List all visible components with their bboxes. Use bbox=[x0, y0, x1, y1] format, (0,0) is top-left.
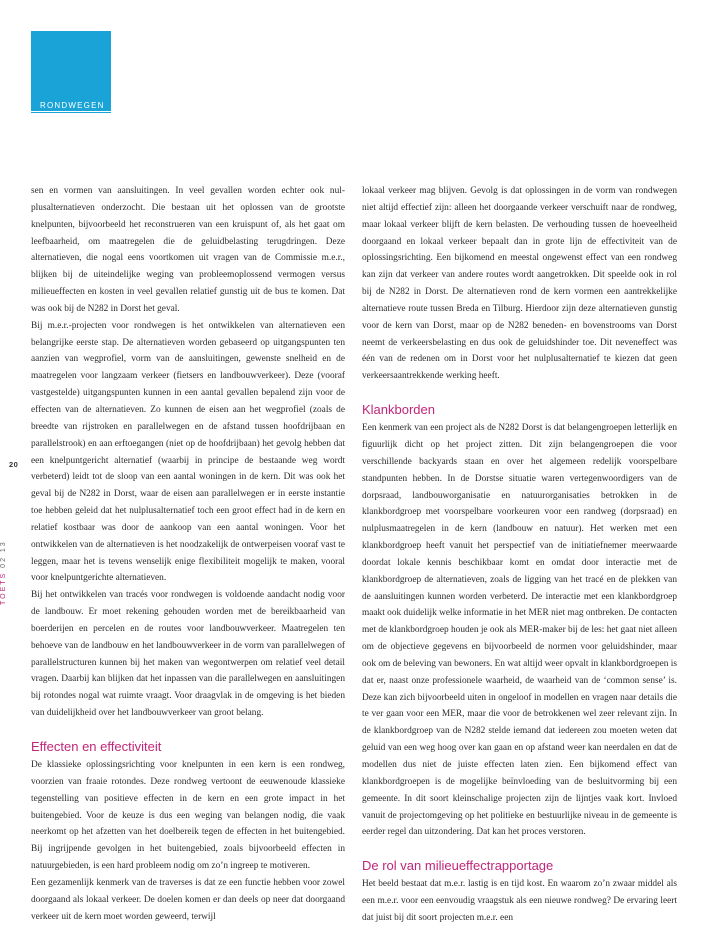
body-paragraph: Bij het ontwikkelen van tracés voor rondwegen is voldoende aandacht nodig voor de landbouw. Er moet rekening gehouden worden met de bereikbaarheid van boerderijen en percelen en de routes voor landbouwverkeer. Maatregelen ten behoeve van de landbouw en het landbouwverkeer in de vorm van parallelwegen of parallelstructuren kunnen bij het maken van wegontwerpen om relatief veel detail vragen. Daarbij kan blijken dat het inpassen van die parallelwegen en aansluitingen bij rotondes nogal wat ruimte vraagt. Voor draagvlak in de omgeving is het bieden van duidelijkheid over het landbouwverkeer van groot belang. bbox=[31, 590, 345, 719]
body-paragraph: Bij m.e.r.-projecten voor rondwegen is het ontwikkelen van alternatieven een belangrijke eerste stap. De alternatieven worden gebaseerd op uitgangspunten ten aanzien van wegprofiel, vorm van de aansluitingen, gewenste snelheid en de maatregelen voor langzaam verkeer (fietsers en landbouwverkeer). Deze (vooraf vastgestelde) uitgangspunten kunnen in een aantal gevallen bepalend zijn voor de effecten van de alternatieven. Zo kunnen de eisen aan het wegprofiel (zoals de breedte van rijstroken en parallelwegen en de afstand tussen hoofdrijbaan en parallelstrook) en aan erftoegangen (niet op de hoofdrijbaan) het gevolg hebben dat een knelpuntgericht alternatief (waarbij in principe de bestaande weg wordt verbeterd) leidt tot de sloop van een aantal woningen in de kern. Dit was ook het geval bij de N282 in Dorst, waar de eisen aan parallelwegen er in eerste instantie toe hebben geleid dat het nulplusalternatief toch een groot effect had in de kern en relatief kostbaar was door de aankoop van een aantal woningen. Voor het ontwikkelen van de alternatieven is het noodzakelijk de ontwerpeisen vooraf vast te leggen, maar het is tevens wenselijk enige flexibiliteit mogelijk te maken, vooral voor knelpuntgerichte alternatieven. bbox=[31, 320, 345, 584]
section-color-block bbox=[31, 31, 111, 111]
section-rule bbox=[31, 112, 111, 113]
section-heading-milieueffectrapportage: De rol van milieueffectrapportage bbox=[362, 858, 554, 874]
body-paragraph: sen en vormen van aansluitingen. In veel gevallen worden echter ook nulplusalternatieven onderzocht. Die bestaan uit het oplossen van de grootste knelpunten, bijvoorbeeld het reconstrueren van een kruispunt of, als het gaat om leefbaarheid, om maatregelen die de geluidbelasting terugdringen. Deze alternatieven, die nogal eens voortkomen uit vragen van de Commissie m.e.r., blijken bij de uiteindelijke weging van probleemoplossend vermogen versus milieueffecten en kosten in veel gevallen relatief gunstig uit de bus te komen. Dat was ook bij de N282 in Dorst het geval. bbox=[31, 186, 345, 314]
journal-issue: 02 13 bbox=[0, 540, 7, 568]
body-paragraph: Het beeld bestaat dat m.e.r. lastig is en tijd kost. En waarom zo’n zwaar middel als een m.e.r. voor een eenvoudig vraagstuk als een nieuwe rondweg? De ervaring leert dat juist bij dit soort projecten m.e.r. een bbox=[362, 879, 677, 923]
body-paragraph: Een kenmerk van een project als de N282 Dorst is dat belangengroepen letterlijk en figuurlijk dicht op het project zitten. Dit zijn belangengroepen die voor verschillende backyards staan en over het algemeen redelijk voorspelbare standpunten hebben. In de Dorstse situatie waren vertegenwoordigers van de dorpsraad, landbouworganisatie en natuurorganisaties betrokken in de klankbordgroep met voorspelbare voorkeuren voor een randweg (dorpsraad) en nulplusmaatregelen in de kern (landbouw en natuur). Het werken met een klankbordgroep heeft vanuit het perspectief van de initiatiefnemer meerwaarde doordat lokale kennis beschikbaar komt en omdat door interactie met de klankbordgroep de alternatieven, zoals de ligging van het tracé en de plekken van de aansluitingen kunnen worden verbeterd. De interactie met een klankbordgroep maakt ook duidelijk welke informatie in het MER niet mag ontbreken. De contacten met de klankbordgroep houden je ook als MER-maker bij de les: het gaat niet alleen om de objectieve gegevens en bijvoorbeeld de normen voor geluidshinder, maar ook om de beleving van bewoners. En wat altijd weer opvalt in klankbordgroepen is dat er, naast onze professionele waarheid, de waarheid van de ‘common sense’ is. Deze kan zich bijvoorbeeld uiten in ongeloof in modellen en vragen naar details die te ver gaan voor een MER, maar die voor de betrokkenen wel zeer relevant zijn. In de klankbordgroep van de N282 stelde iemand dat iedereen zou moeten weten dat geluid van een weg hoog over kan gaan en op afstand weer kan neerdalen en dat de modellen dus niet de juiste effecten laten zien. Een bijkomend effect van klankbordgroepen is de mogelijke beïnvloeding van de besluitvorming bij een gemeente. In dit soort kleinschalige projecten zijn de lijntjes vaak kort. Invloed vanuit de projectomgeving op het politieke en bestuurlijke niveau in de gemeente is eerder regel dan uitzondering. Dat kan het proces verstoren. bbox=[362, 423, 678, 838]
page-number: 20 bbox=[9, 460, 19, 469]
section-label: RONDWEGEN bbox=[40, 101, 105, 110]
body-paragraph: De klassieke oplossingsrichting voor knelpunten in een kern is een rondweg, voorzien van fraaie rotondes. Deze rondweg vertoont de eeuwenoude klassieke tegenstelling van positieve effecten in de kern en een grote impact in het buitengebied. Voor de keuze is dus een weging van belangen nodig, die vaak neerkomt op het afzetten van het doelbereik tegen de effecten in het buitengebied. Bij ingrijpende gevolgen in het buitengebied, zoals bijvoorbeeld effecten in natuurgebieden, is een hard probleem nodig om zo’n ingreep te motiveren. bbox=[31, 760, 345, 872]
body-paragraph: Een gezamenlijk kenmerk van de traverses is dat ze een functie hebben voor zowel doorgaand als lokaal verkeer. De doelen komen er dan deels op neer dat doorgaand verkeer uit de kern moet worden geweerd, terwijl bbox=[31, 877, 345, 922]
section-heading-effecten: Effecten en effectiviteit bbox=[31, 739, 162, 754]
right-column bbox=[362, 183, 677, 927]
section-heading-klankborden: Klankborden bbox=[362, 402, 435, 418]
journal-reference bbox=[0, 540, 7, 605]
journal-brand: TOETS bbox=[0, 571, 7, 605]
left-column bbox=[31, 183, 345, 925]
body-paragraph: lokaal verkeer mag blijven. Gevolg is dat oplossingen in de vorm van rondwegen niet altijd effectief zijn: alleen het doorgaande verkeer verschuift naar de rondweg, maar lokaal verkeer blijft de kern belasten. De verhouding tussen de hoeveelheid doorgaand en lokaal verkeer bepaalt dan in grote lijn de effectiviteit van de oplossingsrichting. Een bijkomend en meestal ongewenst effect van een rondweg kan zijn dat verkeer van andere routes wordt aangetrokken. Dit speelde ook in rol bij de N282 in Dorst. De alternatieven rond de kern vormen een aantrekkelijke alternatieve route tussen Breda en Tilburg. Hierdoor zijn deze alternatieven gunstig voor de kern van Dorst, maar op de N282 beneden- en bovenstrooms van Dorst neemt de verkeersbelasting en dus ook de geluidshinder toe. Dit neveneffect was één van de redenen om in Dorst voor het nulplusalternatief te kiezen dat geen verkeersaantrekkende werking heeft. bbox=[362, 186, 677, 382]
